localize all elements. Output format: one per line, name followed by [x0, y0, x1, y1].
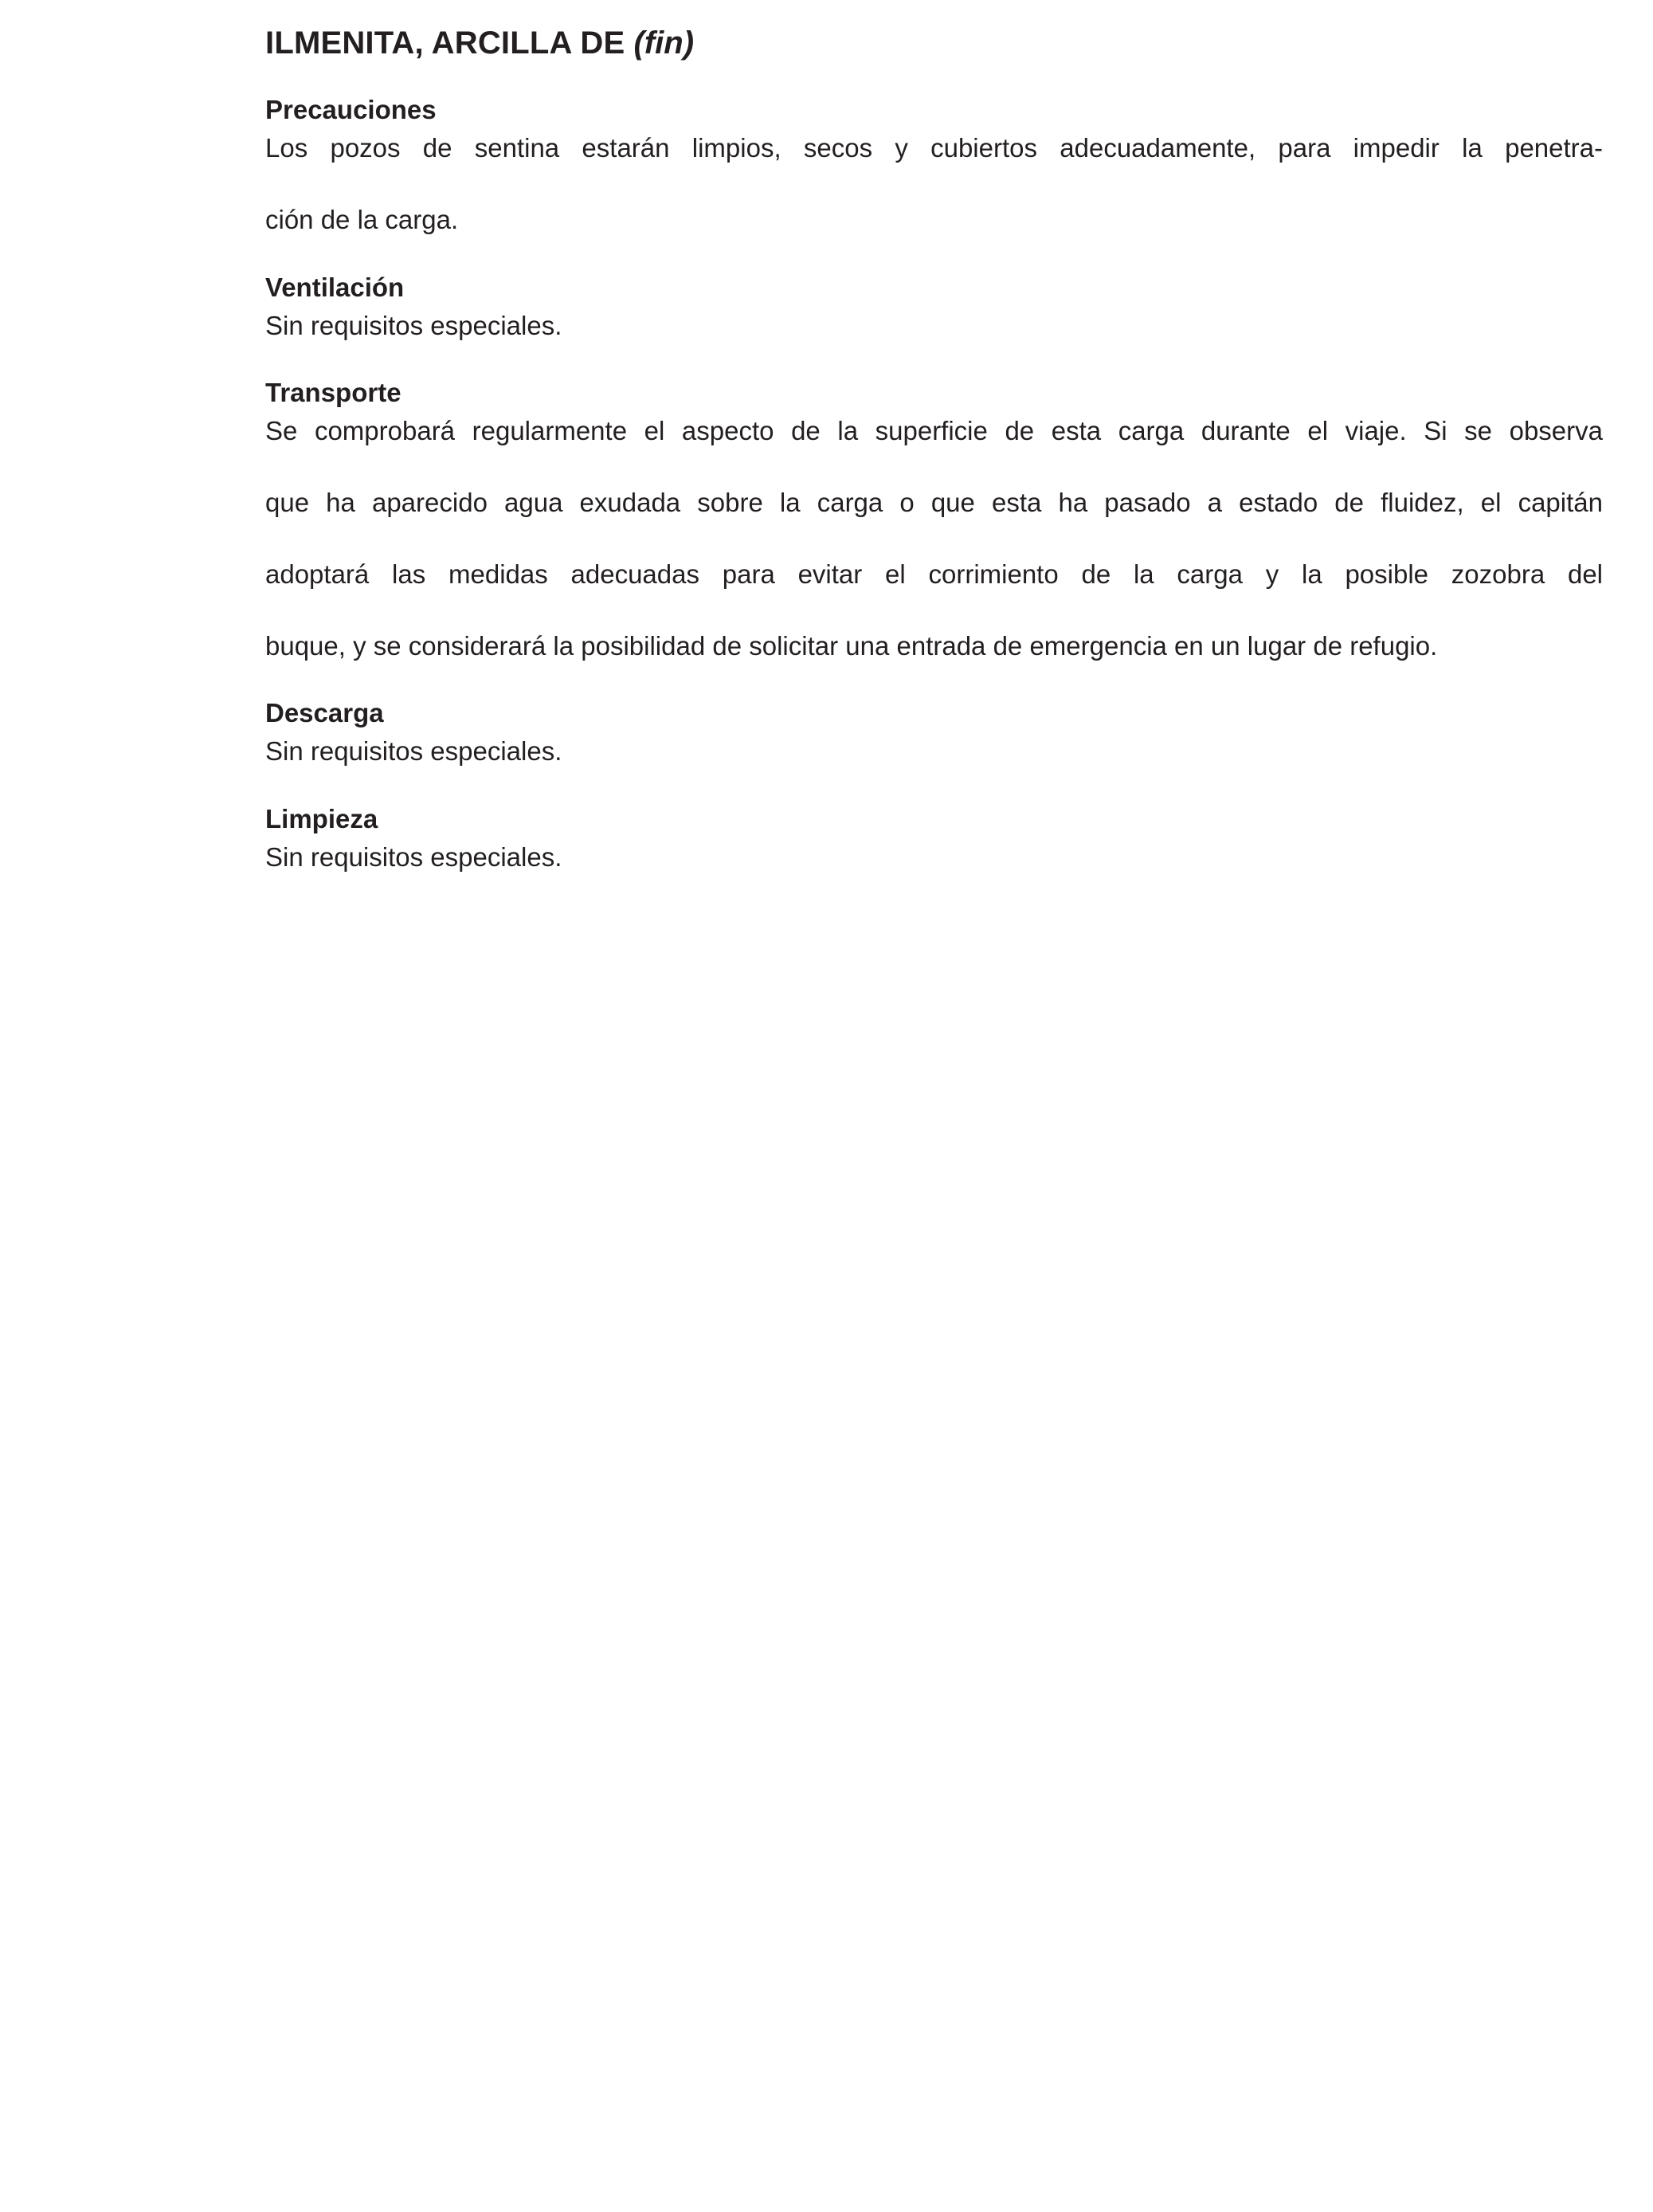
paragraph-line: adoptará las medidas adecuadas para evitar el corrimiento de la carga y la posible zozobra del — [265, 559, 1603, 589]
paragraph-line: que ha aparecido agua exudada sobre la carga o que esta ha pasado a estado de fluidez, el capitán — [265, 488, 1603, 518]
paragraph-line: ción de la carga. — [265, 204, 459, 234]
section-limpieza — [265, 805, 1603, 876]
section-body-ventilacion — [265, 308, 1603, 344]
section-transporte — [265, 378, 1603, 664]
paragraph-line: buque, y se considerará la posibilidad de solicitar una entrada de emergencia en un lugar de refugio. — [265, 630, 1438, 661]
section-heading-descarga: Descarga — [265, 698, 384, 728]
section-heading-ventilacion: Ventilación — [265, 272, 405, 302]
text-column — [265, 27, 1603, 876]
paragraph-line: Los pozos de sentina estarán limpios, secos y cubiertos adecuadamente, para impedir la penetra- — [265, 132, 1603, 163]
section-body-transporte — [265, 414, 1603, 664]
section-heading-limpieza: Limpieza — [265, 804, 378, 834]
section-body-descarga — [265, 734, 1603, 770]
section-ventilacion — [265, 273, 1603, 344]
page-title — [265, 27, 1603, 59]
section-heading-transporte: Transporte — [265, 378, 401, 408]
section-body-limpieza — [265, 840, 1603, 876]
page-title-main: ILMENITA, ARCILLA DE — [265, 25, 625, 61]
section-precauciones — [265, 96, 1603, 238]
section-body-precauciones — [265, 131, 1603, 238]
section-heading-precauciones: Precauciones — [265, 95, 437, 124]
paragraph-line: Sin requisitos especiales. — [265, 842, 562, 873]
paragraph-line: Sin requisitos especiales. — [265, 736, 562, 767]
section-descarga — [265, 699, 1603, 770]
paragraph-line: Sin requisitos especiales. — [265, 310, 562, 340]
paragraph-line: Se comprobará regularmente el aspecto de la superficie de esta carga durante el viaje. Si se observa — [265, 416, 1603, 446]
page-title-suffix: (fin) — [633, 25, 695, 61]
